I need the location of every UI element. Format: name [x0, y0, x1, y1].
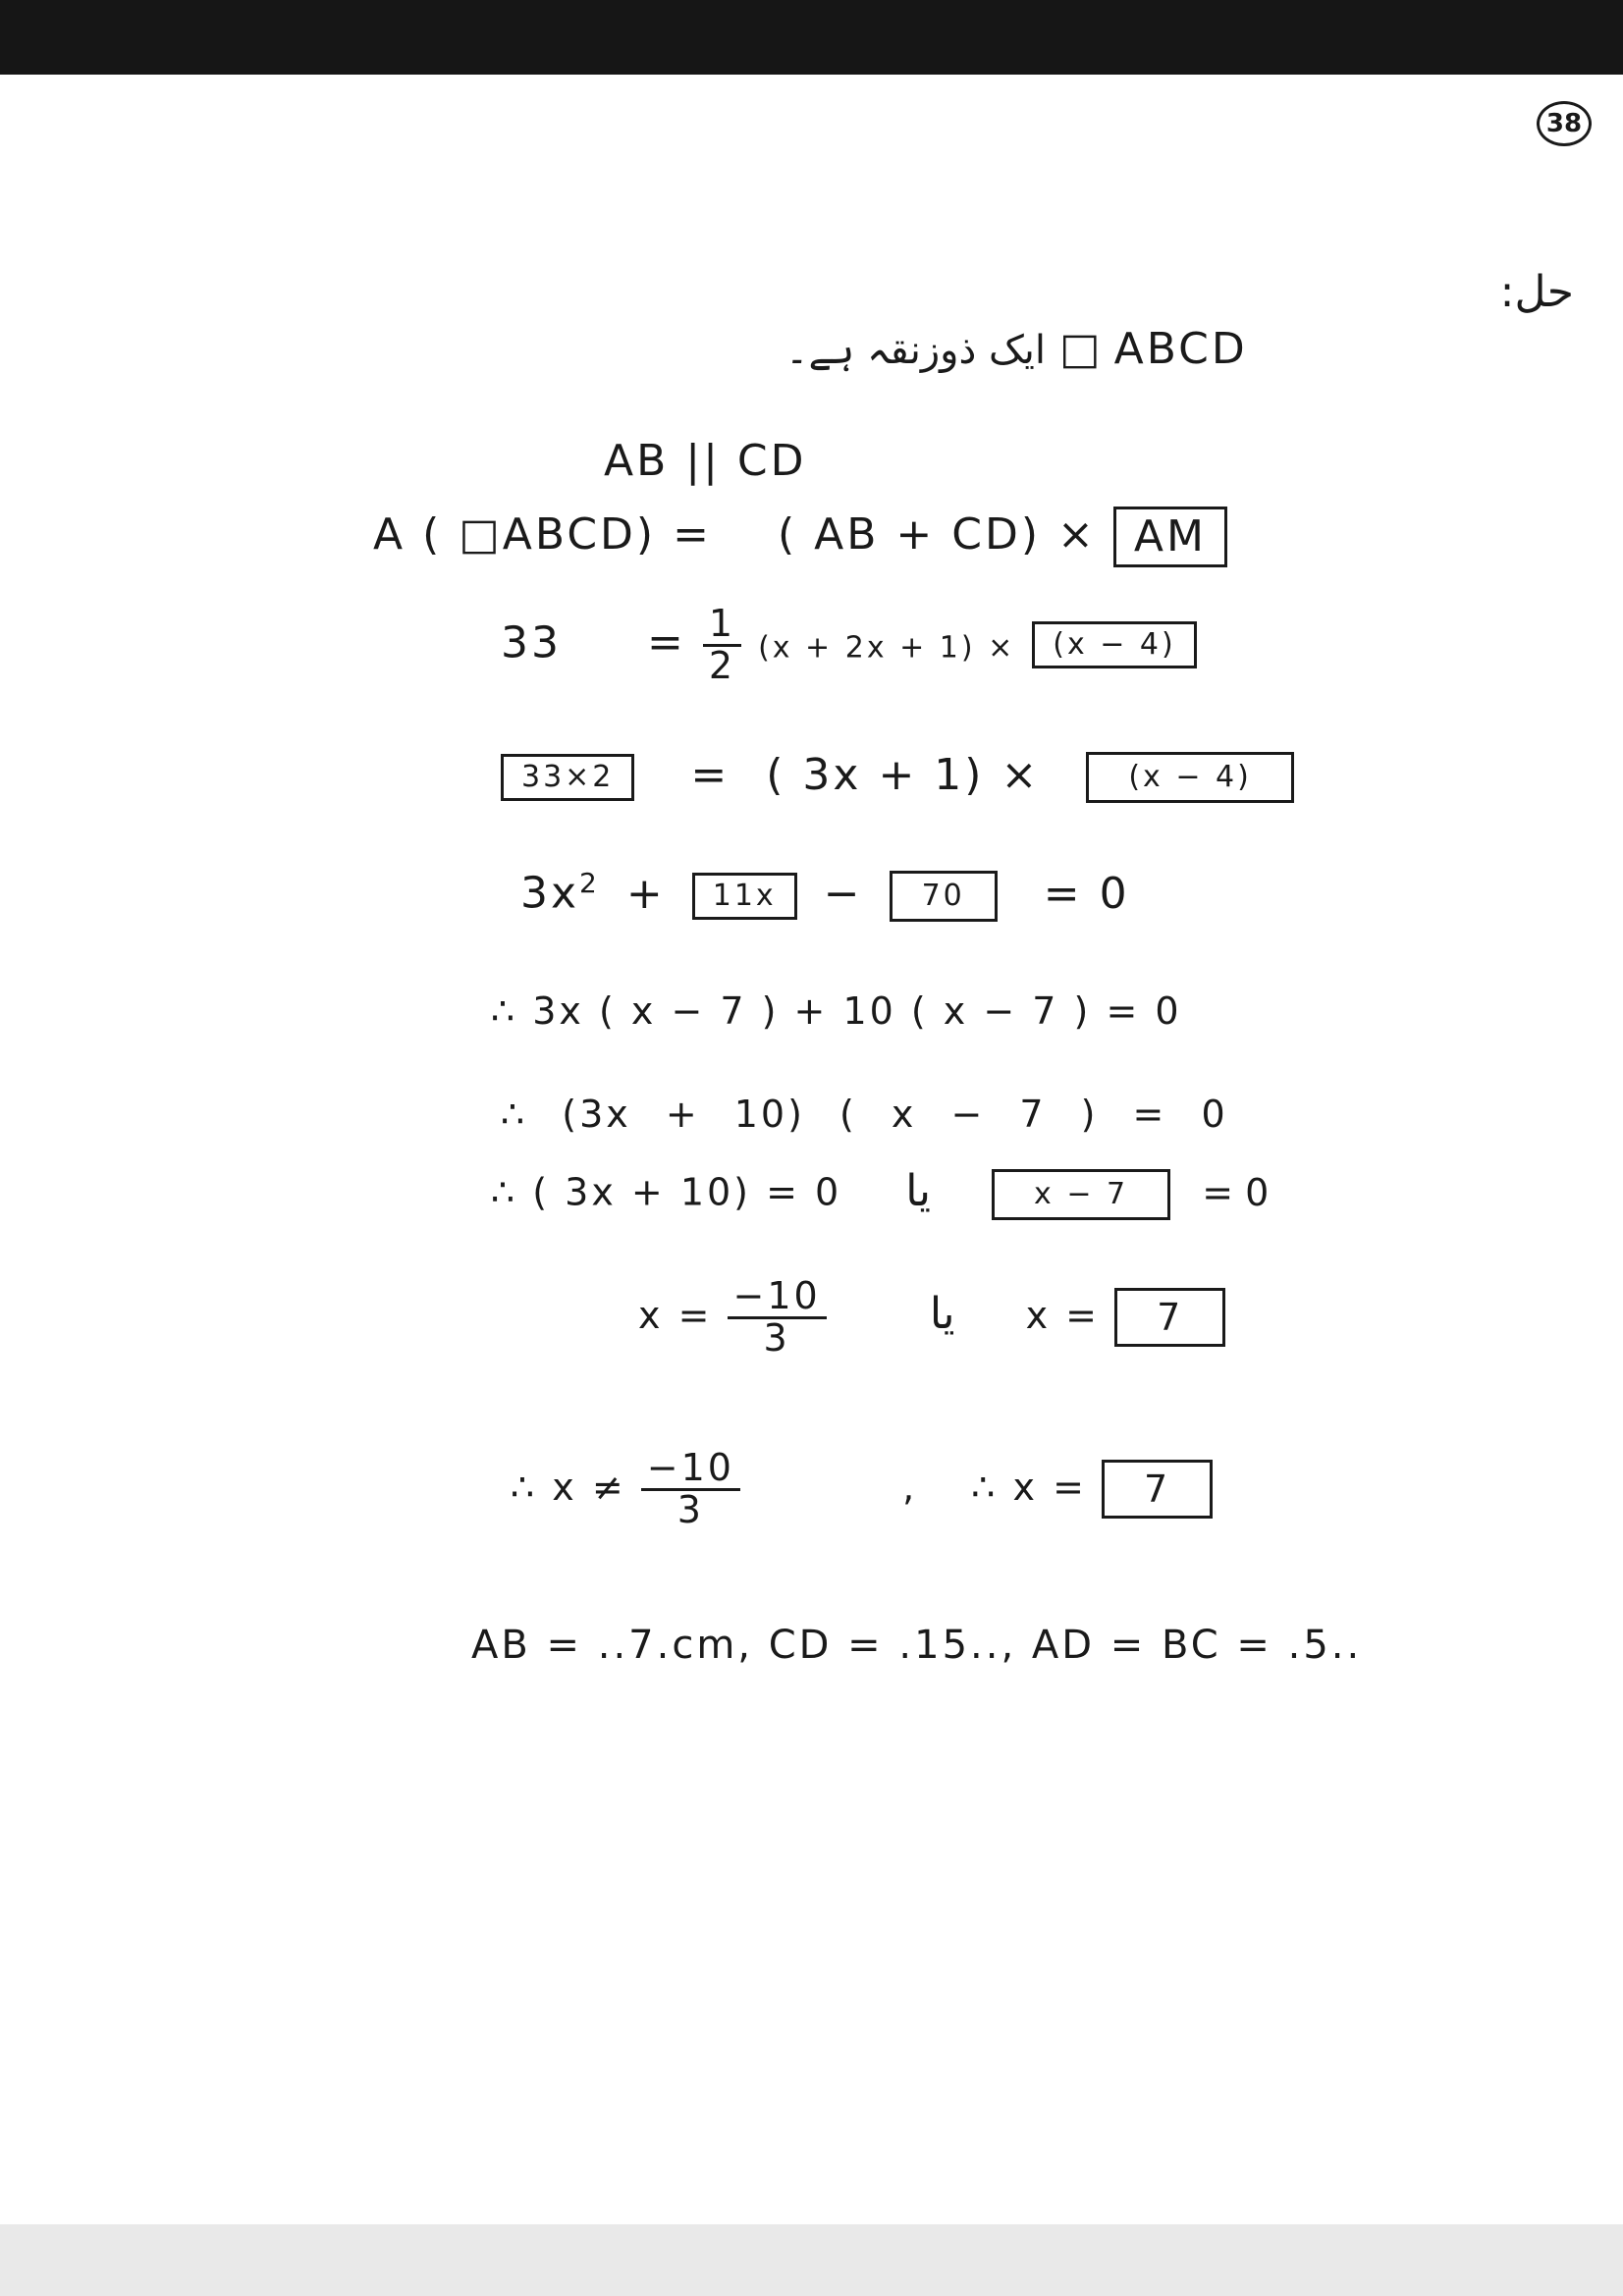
step-6-left: ∴ ( 3x + 10) = 0: [491, 1170, 842, 1214]
step-7-box: 7: [1114, 1288, 1225, 1347]
answer-line: AB = ..7.cm, CD = .15.., AD = BC = .5..: [471, 1623, 1363, 1668]
area-formula: [373, 507, 1227, 567]
step-8-den: 3: [676, 1487, 704, 1531]
step-8-sep: ,: [902, 1465, 918, 1509]
solution-heading: حل:: [1499, 267, 1574, 317]
step-1-box: (x − 4): [1032, 621, 1196, 668]
step-7: [638, 1274, 1225, 1360]
step-5: ∴ (3x + 10) ( x − 7 ) = 0: [501, 1093, 1228, 1136]
step-3-box-70: 70: [890, 871, 998, 922]
statement-line: [785, 324, 1248, 374]
statement-urdu: ایک ذوزنقہ ہے۔: [785, 328, 1047, 373]
step-7-left: x =: [638, 1293, 713, 1337]
statement-shape: □ ABCD: [1059, 324, 1248, 374]
parallel-line: AB || CD: [604, 436, 807, 486]
area-lhs: A ( □ABCD) =: [373, 509, 712, 560]
step-8-left: ∴ x ≠: [511, 1465, 626, 1509]
step-1-den: 2: [708, 643, 736, 687]
step-8-frac: [641, 1446, 740, 1531]
step-8-num: −10: [641, 1449, 740, 1491]
step-3: [520, 867, 1130, 922]
step-7-den: 3: [763, 1315, 790, 1360]
area-box-am: AM: [1113, 507, 1227, 567]
bottom-edge: [0, 2224, 1623, 2296]
step-7-frac: [728, 1274, 827, 1360]
step-1-expr: (x + 2x + 1) ×: [758, 630, 1016, 666]
step-2-expr: ( 3x + 1) ×: [766, 750, 1041, 800]
step-6: [491, 1165, 1270, 1220]
step-3-rhs: = 0: [1043, 868, 1130, 919]
area-rhs: ( AB + CD) ×: [777, 509, 1097, 560]
step-3-a: 3x: [520, 868, 580, 919]
step-2-box: (x − 4): [1086, 752, 1293, 803]
step-1-num: 1: [703, 605, 741, 647]
step-2-box-lhs: 33×2: [501, 754, 634, 801]
step-3-box-11x: 11x: [692, 873, 797, 920]
step-6-rhs: = 0: [1202, 1170, 1270, 1214]
step-1-eq: =: [647, 617, 686, 668]
step-8-box: 7: [1102, 1460, 1213, 1519]
step-4: ∴ 3x ( x − 7 ) + 10 ( x − 7 ) = 0: [491, 989, 1182, 1033]
step-3-minus: −: [823, 868, 863, 919]
top-edge: [0, 0, 1623, 75]
step-3-plus: +: [625, 868, 666, 919]
step-7-x: x =: [1025, 1293, 1100, 1337]
step-6-box: x − 7: [992, 1169, 1170, 1220]
worksheet-page: [0, 75, 1623, 2224]
step-8-right: ∴ x =: [971, 1465, 1087, 1509]
step-1-half: [703, 602, 741, 687]
step-1: [501, 602, 1197, 687]
step-1-lhs: 33: [501, 617, 562, 668]
page-number: 38: [1537, 101, 1592, 146]
step-2-eq: =: [690, 750, 730, 800]
step-7-num: −10: [728, 1277, 827, 1319]
step-2: [501, 752, 1294, 803]
step-6-or: یا: [905, 1165, 931, 1216]
step-8: [511, 1446, 1213, 1531]
step-7-or: یا: [929, 1288, 955, 1339]
step-3-exp: 2: [579, 867, 600, 899]
